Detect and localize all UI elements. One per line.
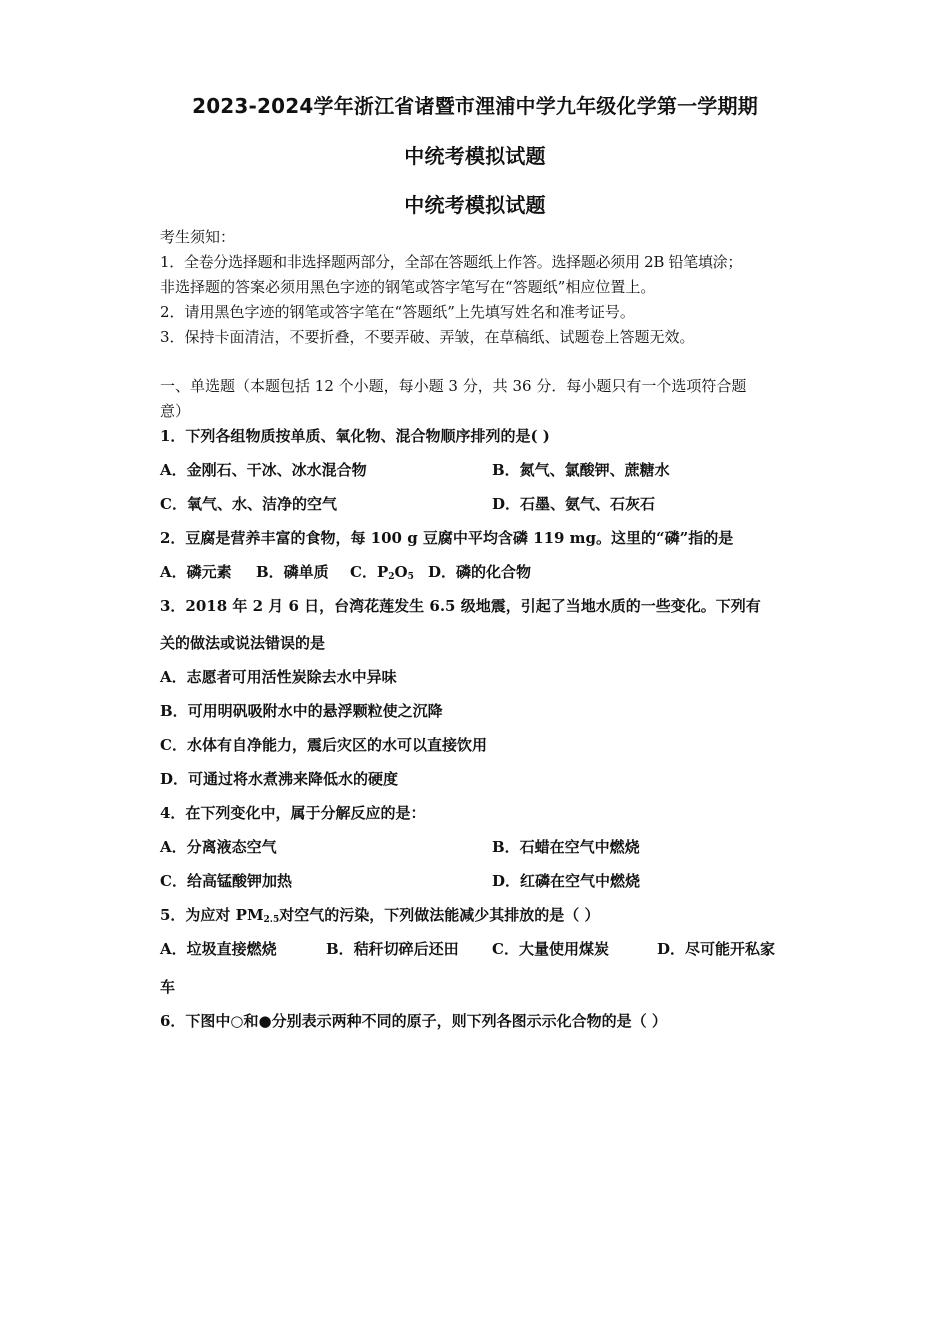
- q2-option-a: A．磷元素: [160, 563, 232, 581]
- q5-option-b: B．秸秆切碎后还田: [326, 940, 459, 958]
- q1-option-d: D．石墨、氨气、石灰石: [492, 495, 656, 513]
- q1-option-a: A．金刚石、干冰、冰水混合物: [160, 461, 367, 479]
- q4-stem: 4．在下列变化中，属于分解反应的是：: [160, 804, 426, 822]
- q5-option-a: A．垃圾直接燃烧: [160, 940, 277, 958]
- q5-option-d-wrap: 车: [160, 978, 176, 996]
- q1-option-b: B．氮气、氯酸钾、蔗糖水: [492, 461, 670, 479]
- q5-stem: 5．为应对 $PM_{2.5}$对空气的污染，下列做法能减少其排放的是（ ）: [160, 906, 600, 925]
- q4-option-c: C．给高锰酸钾加热: [160, 872, 292, 890]
- page-title-line3: 中统考模拟试题: [404, 193, 546, 217]
- q3-stem-line1: 3．2018 年 2 月 6 日，台湾花莲发生 6.5 级地震，引起了当地水质的一些变化。下列有: [160, 597, 761, 615]
- q4-option-b: B．石蜡在空气中燃烧: [492, 838, 640, 856]
- q4-option-d: D．红磷在空气中燃烧: [492, 872, 641, 890]
- q3-option-c: C．水体有自净能力，震后灾区的水可以直接饮用: [160, 736, 487, 754]
- q3-option-a: A．志愿者可用活性炭除去水中异味: [160, 668, 397, 686]
- q5-option-c: C．大量使用煤炭: [492, 940, 609, 958]
- q2-option-b: B．磷单质: [256, 563, 329, 581]
- section-heading-line1: 一、单选题（本题包括 12 个小题，每小题 3 分，共 36 分．每小题只有一个选项符合题: [160, 377, 747, 395]
- section-heading-line2: 意）: [160, 402, 191, 420]
- q2-option-d: D．磷的化合物: [428, 563, 532, 581]
- q3-option-d: D．可通过将水煮沸来降低水的硬度: [160, 770, 399, 788]
- q1-stem: 1．下列各组物质按单质、氧化物、混合物顺序排列的是( ): [160, 427, 550, 445]
- page-title-line2: 中统考模拟试题: [404, 144, 546, 168]
- q1-option-c: C．氧气、水、洁净的空气: [160, 495, 337, 513]
- q3-option-b: B．可用明矾吸附水中的悬浮颗粒使之沉降: [160, 702, 443, 720]
- q2-option-c: C．$P_2O_5$: [350, 563, 414, 582]
- notice-heading: 考生须知：: [160, 228, 236, 246]
- page-title-line1: 2023-2024学年浙江省诸暨市浬浦中学九年级化学第一学期期: [192, 94, 758, 118]
- q4-option-a: A．分离液态空气: [160, 838, 277, 856]
- q5-option-d: D．尽可能开私家: [657, 940, 776, 958]
- notice-item1-line1: 1．全卷分选择题和非选择题两部分，全部在答题纸上作答。选择题必须用 2B 铅笔填涂；: [160, 253, 743, 271]
- q2-stem: 2．豆腐是营养丰富的食物，每 100 g 豆腐中平均含磷 119 mg。这里的“磷”指的是: [160, 529, 734, 547]
- notice-item1-line2: 非选择题的答案必须用黑色字迹的钢笔或答字笔写在“答题纸”相应位置上。: [160, 278, 656, 296]
- q3-stem-line2: 关的做法或说法错误的是: [160, 634, 326, 652]
- q6-stem: 6．下图中○和●分别表示两种不同的原子，则下列各图示示化合物的是（ ）: [160, 1012, 667, 1030]
- notice-item2: 2．请用黑色字迹的钢笔或答字笔在“答题纸”上先填写姓名和准考证号。: [160, 303, 635, 321]
- notice-item3: 3．保持卡面清洁，不要折叠，不要弄破、弄皱，在草稿纸、试题卷上答题无效。: [160, 328, 695, 346]
